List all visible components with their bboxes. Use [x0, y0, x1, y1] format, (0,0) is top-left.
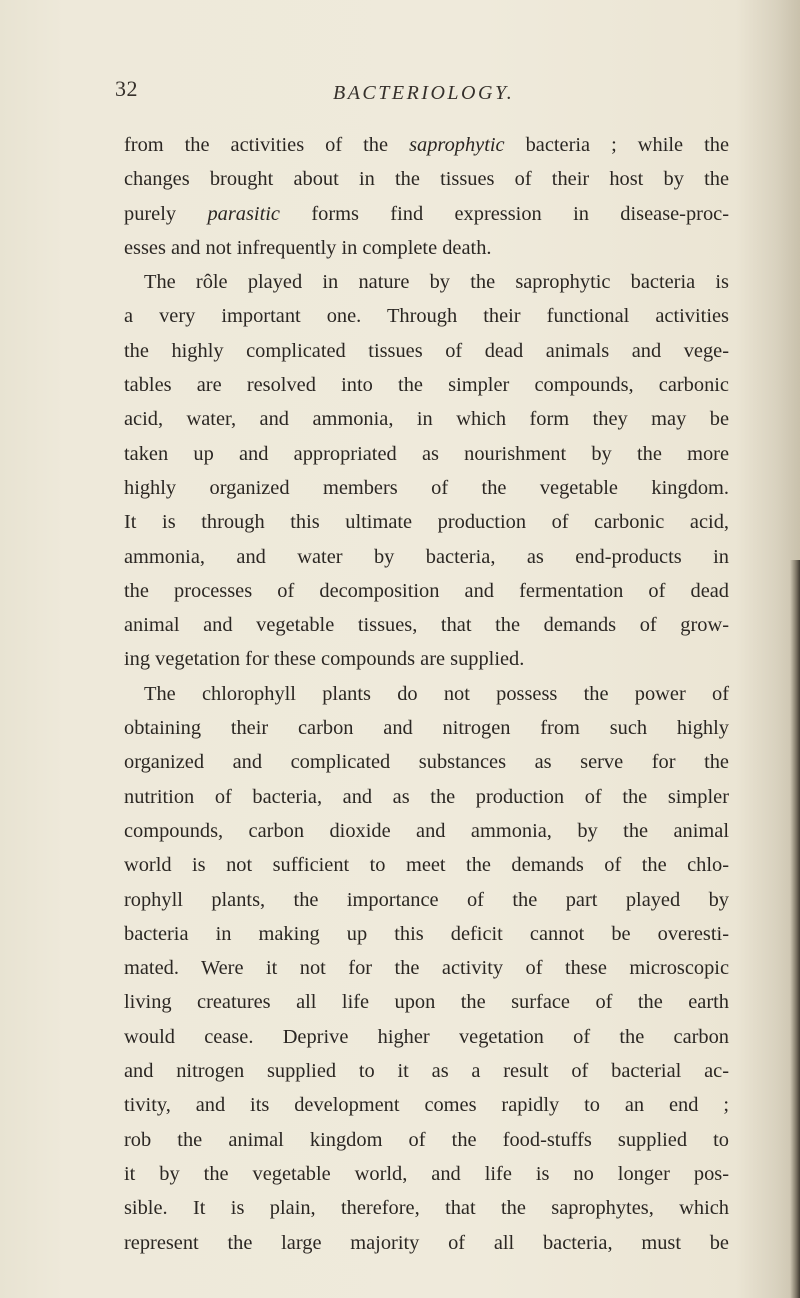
text-line: and nitrogen supplied to it as a result of bacterial ac-	[124, 1060, 729, 1083]
text-line: tables are resolved into the simpler compounds, carbonic	[124, 374, 729, 397]
text-line: ing vegetation for these compounds are supplied.	[124, 648, 525, 671]
text-line: rob the animal kingdom of the food-stuffs supplied to	[124, 1128, 729, 1151]
text-line: nutrition of bacteria, and as the production of the simpler	[124, 785, 729, 808]
paragraph-start: The chlorophyll plants do not possess the power of	[144, 682, 729, 705]
text-line: obtaining their carbon and nitrogen from such highly	[124, 717, 729, 740]
text-line: It is through this ultimate production of carbonic acid,	[124, 511, 729, 534]
text-line: acid, water, and ammonia, in which form they may be	[124, 408, 729, 431]
text-line: would cease. Deprive higher vegetation of the carbon	[124, 1025, 729, 1048]
text-line: from the activities of the saprophytic bacteria ; while the	[124, 134, 729, 156]
text-line: sible. It is plain, therefore, that the saprophytes, which	[124, 1197, 729, 1220]
page-edge-shadow	[790, 560, 800, 1298]
text-line: animal and vegetable tissues, that the demands of grow-	[124, 614, 729, 637]
text-line: changes brought about in the tissues of their host by the	[124, 168, 729, 191]
text-line: purely parasitic forms find expression in disease-proc-	[124, 202, 729, 225]
text-line: it by the vegetable world, and life is no longer pos-	[124, 1162, 729, 1185]
text-line: esses and not infrequently in complete death.	[124, 236, 492, 259]
text-line: represent the large majority of all bacteria, must be	[124, 1231, 729, 1254]
text-line: rophyll plants, the importance of the part played by	[124, 888, 729, 911]
text-line: living creatures all life upon the surface of the earth	[124, 991, 729, 1014]
text-line: tivity, and its development comes rapidly to an end ;	[124, 1094, 729, 1117]
page-number: 32	[115, 76, 138, 101]
text-line: mated. Were it not for the activity of these microscopic	[124, 957, 729, 980]
text-line: organized and complicated substances as serve for the	[124, 751, 729, 774]
text-line: highly organized members of the vegetable kingdom.	[124, 476, 729, 499]
text-line: compounds, carbon dioxide and ammonia, by the animal	[124, 819, 729, 842]
page-header	[115, 76, 715, 116]
text-line: taken up and appropriated as nourishment by the more	[124, 442, 729, 465]
text-line: ammonia, and water by bacteria, as end-products in	[124, 545, 729, 568]
running-head: BACTERIOLOGY.	[333, 82, 515, 104]
text-line: the processes of decomposition and fermentation of dead	[124, 579, 729, 602]
text-line: world is not sufficient to meet the demands of the chlo-	[124, 854, 729, 877]
text-line: the highly complicated tissues of dead animals and vege-	[124, 339, 729, 362]
paragraph-start: The rôle played in nature by the saprophytic bacteria is	[144, 271, 729, 294]
text-line: bacteria in making up this deficit cannot be overesti-	[124, 922, 729, 945]
body-text	[124, 128, 729, 1260]
text-line: a very important one. Through their functional activities	[124, 305, 729, 328]
